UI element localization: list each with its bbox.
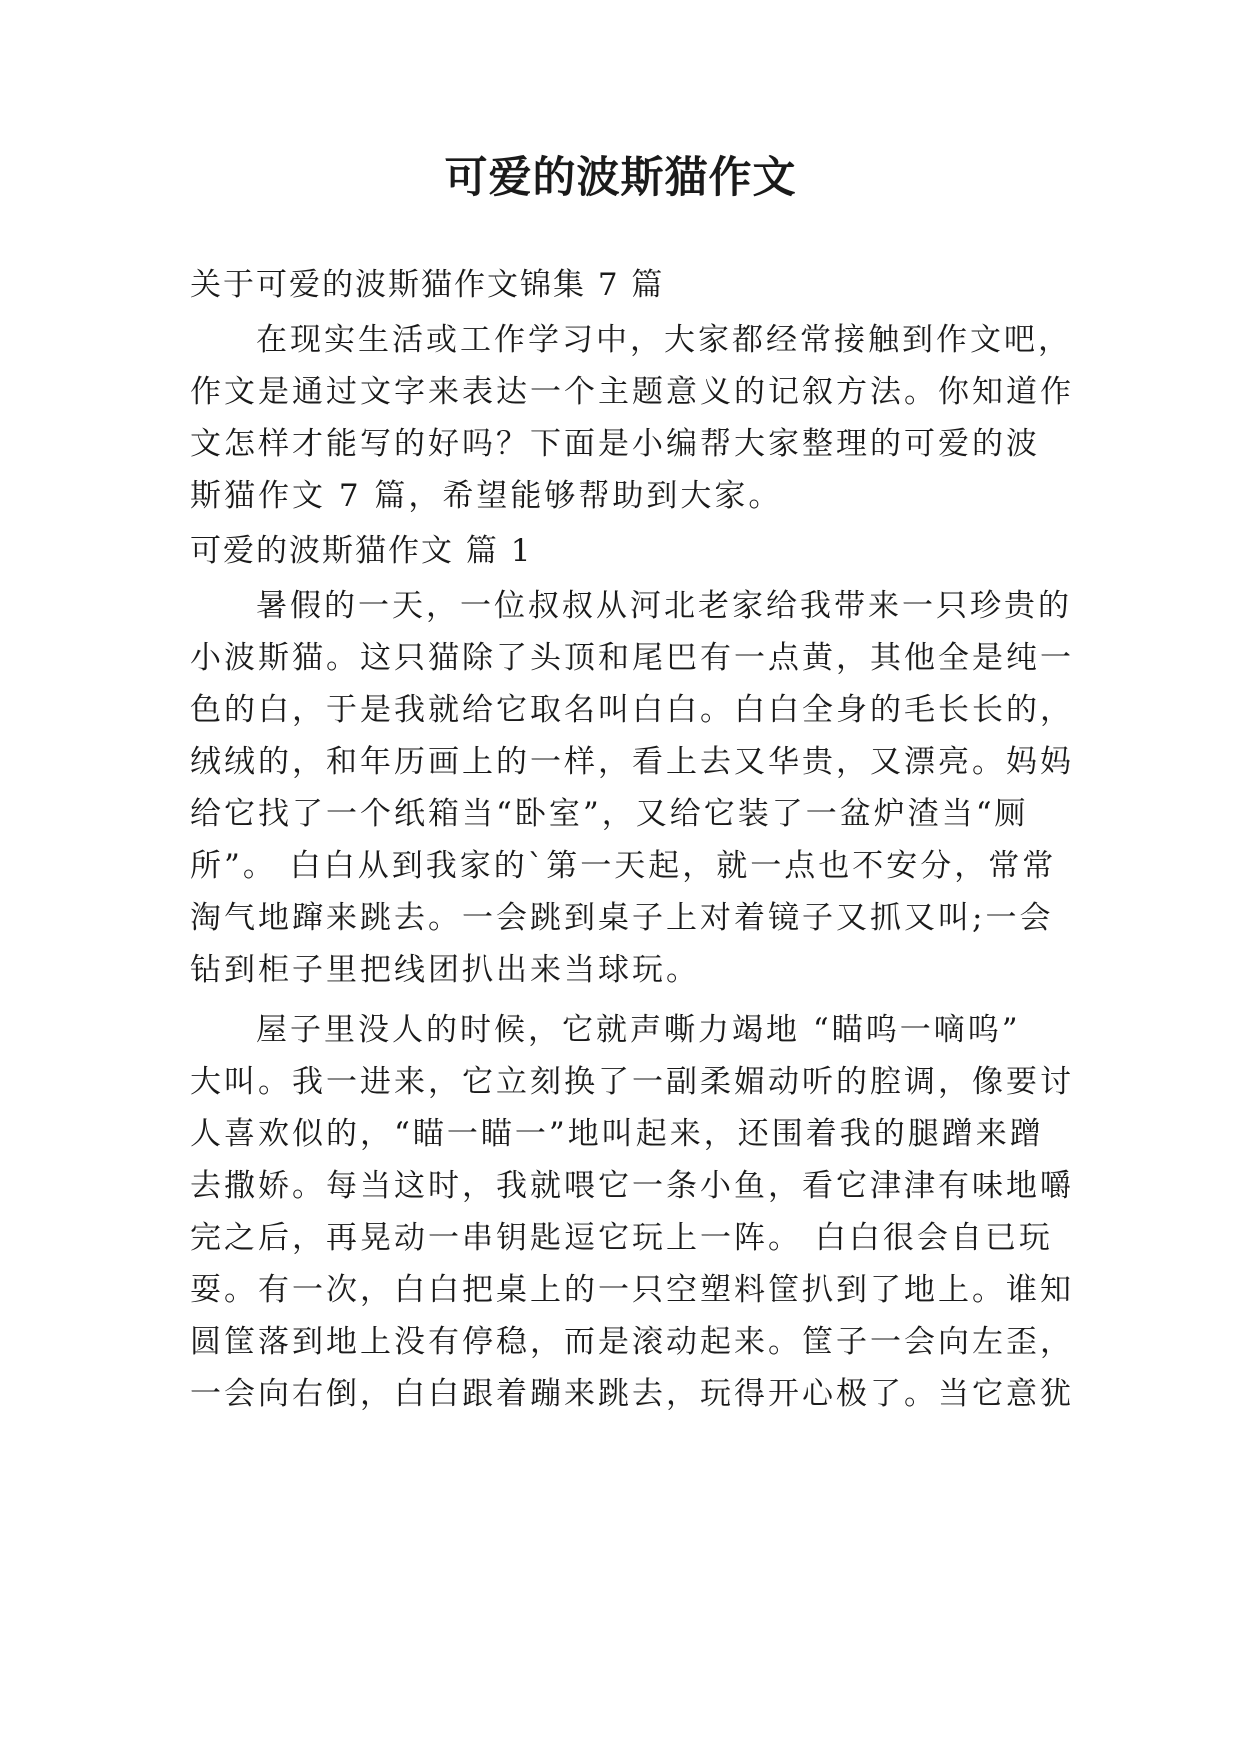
paragraph-line: 一会向右倒，白白跟着蹦来跳去，玩得开心极了。当它意犹 xyxy=(190,1376,1074,1412)
paragraph-line: 人喜欢似的，“瞄一瞄一”地叫起来，还围着我的腿蹭来蹭 xyxy=(190,1116,1044,1152)
paragraph-line: 完之后，再晃动一串钥匙逗它玩上一阵。 白白很会自已玩 xyxy=(190,1220,1053,1256)
paragraph-line: 钻到柜子里把线团扒出来当球玩。 xyxy=(190,952,700,988)
paragraph-line: 所”。 白白从到我家的`第一天起，就一点也不安分，常常 xyxy=(190,848,1057,884)
paragraph-line: 屋子里没人的时候，它就声嘶力竭地 “瞄呜一嘀呜” xyxy=(256,1012,1021,1048)
paragraph-line: 耍。有一次，白白把桌上的一只空塑料筐扒到了地上。谁知 xyxy=(190,1272,1074,1308)
paragraph-line: 去撒娇。每当这时，我就喂它一条小鱼，看它津津有味地嚼 xyxy=(190,1168,1074,1204)
intro-line: 文怎样才能写的好吗？下面是小编帮大家整理的可爱的波 xyxy=(190,426,1040,462)
paragraph-line: 圆筐落到地上没有停稳，而是滚动起来。筐子一会向左歪， xyxy=(190,1324,1074,1360)
paragraph-line: 给它找了一个纸箱当“卧室”，又给它装了一盆炉渣当“厕 xyxy=(190,796,1029,832)
intro-line: 作文是通过文字来表达一个主题意义的记叙方法。你知道作 xyxy=(190,374,1074,410)
paragraph-line: 大叫。我一进来，它立刻换了一副柔媚动听的腔调，像要讨 xyxy=(190,1064,1074,1100)
intro-line: 斯猫作文 7 篇，希望能够帮助到大家。 xyxy=(190,478,783,514)
paragraph-line: 色的白，于是我就给它取名叫白白。白白全身的毛长长的， xyxy=(190,692,1074,728)
document-title: 可爱的波斯猫作文 xyxy=(444,153,797,203)
document-subtitle: 关于可爱的波斯猫作文锦集 7 篇 xyxy=(190,267,665,303)
paragraph-line: 绒绒的，和年历画上的一样，看上去又华贵，又漂亮。妈妈 xyxy=(190,744,1074,780)
section-heading: 可爱的波斯猫作文 篇 1 xyxy=(190,533,533,569)
paragraph-line: 暑假的一天，一位叔叔从河北老家给我带来一只珍贵的 xyxy=(256,588,1072,624)
paragraph-line: 淘气地蹿来跳去。一会跳到桌子上对着镜子又抓又叫;一会 xyxy=(190,900,1054,936)
paragraph-line: 小波斯猫。这只猫除了头顶和尾巴有一点黄，其他全是纯一 xyxy=(190,640,1074,676)
intro-line: 在现实生活或工作学习中，大家都经常接触到作文吧， xyxy=(256,322,1072,358)
